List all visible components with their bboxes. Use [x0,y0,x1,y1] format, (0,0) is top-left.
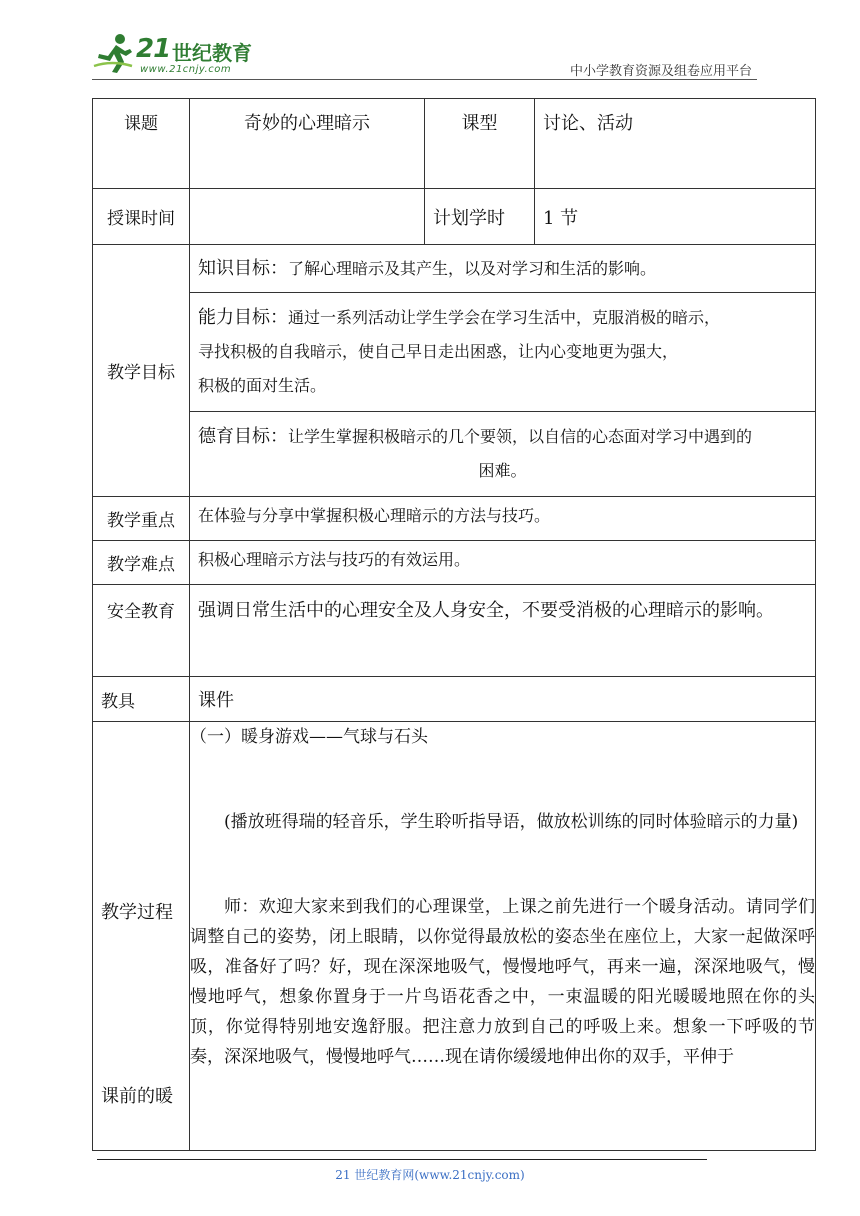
process-text: 师：欢迎大家来到我们的心理课堂，上课之前先进行一个暖身活动。请同学们调整自己的姿势，闭上眼睛，以你觉得最放松的姿态坐在座位上，大家一起做深呼吸，准备好了吗？好，现在深深地吸气，慢慢地呼气，再来一遍，深深地吸气，慢慢地呼气，想象你置身于一片鸟语花香之中，一束温暖的阳光暖暖地照在你的头顶，你觉得特别地安逸舒服。把注意力放到自己的呼吸上来。想象一下呼吸的节奏，深深地吸气，慢慢地呼气……现在请你缓缓地伸出你的双手，平伸于 [190,897,815,1067]
time-value [190,189,425,245]
table-row [93,99,816,189]
goal-moral-line2: 困难。 [478,461,527,480]
topic-label: 课题 [93,99,190,189]
table-row [93,541,816,585]
process-note: (播放班得瑞的轻音乐，学生聆听指导语，做放松训练的同时体验暗示的力量) [224,812,799,832]
page-header [0,0,860,90]
process-content [190,722,816,1151]
footer-divider [97,1159,707,1160]
process-label-cell [93,722,190,1151]
focus-value: 在体验与分享中掌握积极心理暗示的方法与技巧。 [190,497,816,541]
goal-moral [190,412,815,496]
hours-value: 1 节 [535,189,816,245]
lesson-plan-table [92,98,816,1151]
goal-knowledge-title: 知识目标： [198,258,288,279]
table-row [93,245,816,497]
runner-logo-icon [92,32,136,76]
logo-text: 世纪教育 [172,41,252,65]
goal-ability-line3: 积极的面对生活。 [198,376,327,395]
table-row [93,722,816,1151]
type-label: 课型 [425,99,535,189]
warmup-label: 课前的暖 [101,1086,173,1107]
goal-ability-title: 能力目标： [198,307,288,328]
goal-ability-line1: 通过一系列活动让学生学会在学习生活中，克服消极的暗示， [288,308,721,327]
goals-label: 教学目标 [93,245,190,497]
platform-name: 中小学教育资源及组卷应用平台 [569,64,752,79]
tools-label: 教具 [93,677,190,722]
logo-number: 21 [136,34,171,64]
goal-ability [190,293,815,412]
hours-label: 计划学时 [425,189,535,245]
difficulty-value: 积极心理暗示方法与技巧的有效运用。 [190,541,816,585]
table-row [93,189,816,245]
process-label: 教学过程 [101,902,173,923]
topic-value: 奇妙的心理暗示 [190,99,425,189]
header-divider [92,79,757,80]
logo-url: www.21cnjy.com [140,64,232,75]
time-label: 授课时间 [93,189,190,245]
goal-moral-line1: 让学生掌握积极暗示的几个要领，以自信的心态面对学习中遇到的 [288,427,753,446]
goal-moral-title: 德育目标： [198,426,288,447]
safety-label: 安全教育 [93,585,190,677]
table-row [93,497,816,541]
difficulty-label: 教学难点 [93,541,190,585]
goals-cell [190,245,816,497]
goal-knowledge [190,245,815,293]
tools-value: 课件 [190,677,816,722]
goal-ability-line2: 寻找积极的自我暗示，使自己早日走出困惑，让内心变地更为强大， [198,342,679,361]
process-heading: （一）暖身游戏——气球与石头 [190,727,428,747]
safety-value: 强调日常生活中的心理安全及人身安全，不要受消极的心理暗示的影响。 [190,585,816,677]
goal-knowledge-text: 了解心理暗示及其产生，以及对学习和生活的影响。 [288,259,657,278]
focus-label: 教学重点 [93,497,190,541]
table-row [93,677,816,722]
footer-link[interactable]: 21 世纪教育网(www.21cnjy.com) [335,1168,525,1182]
site-logo[interactable] [92,32,262,78]
type-value: 讨论、活动 [535,99,816,189]
table-row [93,585,816,677]
